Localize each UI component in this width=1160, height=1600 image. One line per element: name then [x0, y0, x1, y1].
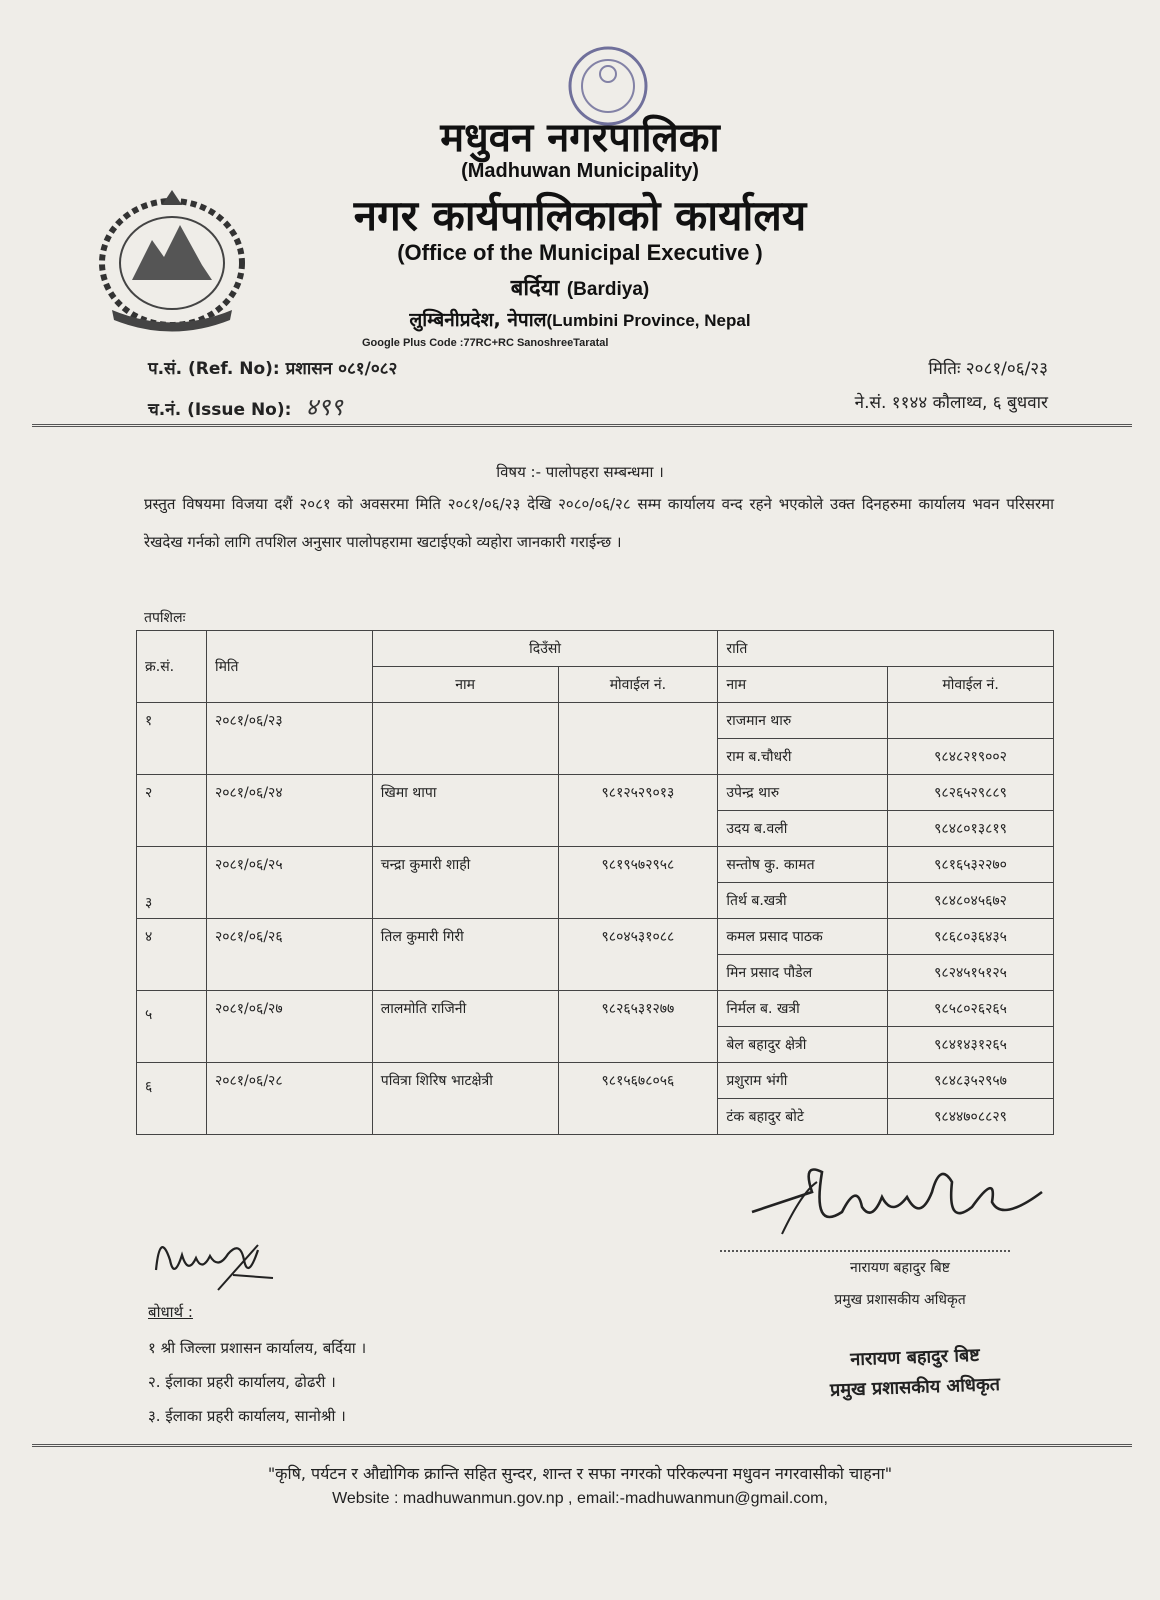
ref-label: प.सं. (Ref. No): — [148, 359, 280, 379]
province-en: (Lumbini Province, Nepal — [546, 311, 751, 330]
row-night-name: राजमान थारु — [718, 703, 888, 739]
ref-number — [148, 356, 397, 379]
cc-item: ३. ईलाका प्रहरी कार्यालय, सानोश्री । — [148, 1407, 346, 1425]
header-night: राति — [718, 631, 1054, 667]
row-night-mobile: ९८२४५१५१२५ — [888, 955, 1054, 991]
details-label: तपशिलः — [144, 610, 186, 626]
row-day-name: चन्द्रा कुमारी शाही — [372, 847, 558, 919]
footer-divider — [32, 1444, 1132, 1447]
municipality-name-en: (Madhuwan Municipality) — [461, 160, 699, 182]
row-day-name: पवित्रा शिरिष भाटक्षेत्री — [372, 1063, 558, 1135]
row-night-name: सन्तोष कु. कामत — [718, 847, 888, 883]
footer-website: Website : madhuwanmun.gov.np , email:-madhuwanmun@gmail.com, — [332, 1490, 828, 1507]
table-row — [137, 847, 1054, 883]
signatory-name: नारायण बहादुर बिष्ट — [850, 1260, 950, 1276]
municipality-name: मधुवन नगरपालिका — [440, 115, 720, 161]
row-night-mobile: ९८४८०१३८१९ — [888, 811, 1054, 847]
header-night-name: नाम — [718, 667, 888, 703]
row-date: २०८१/०६/२४ — [206, 775, 372, 847]
row-day-mobile: ९८२६५३१२७७ — [558, 991, 718, 1063]
handwritten-signature-left — [148, 1220, 288, 1300]
header-day: दिउँसो — [372, 631, 718, 667]
district-en: (Bardiya) — [566, 279, 650, 300]
row-night-name: उदय ब.वली — [718, 811, 888, 847]
table-row — [137, 775, 1054, 811]
row-day-mobile: ९८१९५७२९५८ — [558, 847, 718, 919]
issue-value: ४९९ — [305, 393, 343, 421]
row-night-mobile: ९८४१४३१२६५ — [888, 1027, 1054, 1063]
row-night-mobile: ९८४८२१९००२ — [888, 739, 1054, 775]
row-day-mobile: ९८१५६७८०५६ — [558, 1063, 718, 1135]
row-night-mobile: ९८२६५२९८८९ — [888, 775, 1054, 811]
table-row — [137, 991, 1054, 1027]
district-line — [0, 272, 1160, 302]
header-day-name: नाम — [372, 667, 558, 703]
duty-roster-table — [136, 630, 1054, 1135]
row-sn: ३ — [137, 847, 207, 919]
row-night-mobile: ९८१६५३२२७० — [888, 847, 1054, 883]
nepal-sambat-date: ने.सं. ११४४ कौलाथ्व, ६ बुधवार — [854, 393, 1048, 413]
row-day-name: तिल कुमारी गिरी — [372, 919, 558, 991]
cc-label: बोधार्थ : — [148, 1303, 193, 1321]
row-day-name: लालमोति राजिनी — [372, 991, 558, 1063]
google-plus-code: Google Plus Code :77RC+RC SanoshreeTaratal — [362, 337, 609, 349]
row-night-name: प्रशुराम भंगी — [718, 1063, 888, 1099]
row-night-name: तिर्थ ब.खत्री — [718, 883, 888, 919]
signatory-position: प्रमुख प्रशासकीय अधिकृत — [834, 1292, 966, 1308]
row-night-name: निर्मल ब. खत्री — [718, 991, 888, 1027]
province-line — [0, 306, 1160, 332]
letter-date: मितिः २०८१/०६/२३ — [928, 359, 1048, 379]
row-night-name: मिन प्रसाद पौडेल — [718, 955, 888, 991]
row-night-name: राम ब.चौधरी — [718, 739, 888, 775]
office-name-en: (Office of the Municipal Executive ) — [397, 240, 763, 265]
stamp-position: प्रमुख प्रशासकीय अधिकृत — [829, 1374, 1001, 1401]
table-row — [137, 1063, 1054, 1099]
row-sn: ६ — [137, 1063, 207, 1135]
row-day-mobile: ९८०४५३१०८८ — [558, 919, 718, 991]
handwritten-signature-right — [742, 1152, 1062, 1242]
row-sn: ५ — [137, 991, 207, 1063]
header-sn: क्र.सं. — [137, 631, 207, 703]
header-night-mobile: मोवाईल नं. — [888, 667, 1054, 703]
header-date: मिति — [206, 631, 372, 703]
table-row — [137, 703, 1054, 739]
row-night-mobile: ९८६८०३६४३५ — [888, 919, 1054, 955]
header-divider — [32, 424, 1132, 427]
issue-number — [148, 390, 343, 423]
province-np: लुम्बिनीप्रदेश, नेपाल — [409, 309, 547, 331]
row-night-mobile: ९८४८३५२९५७ — [888, 1063, 1054, 1099]
ref-value: प्रशासन ०८१/०८२ — [285, 359, 398, 379]
row-day-mobile — [558, 703, 718, 775]
row-day-name — [372, 703, 558, 775]
row-sn: २ — [137, 775, 207, 847]
row-night-name: उपेन्द्र थारु — [718, 775, 888, 811]
row-night-name: टंक बहादुर बोटे — [718, 1099, 888, 1135]
cc-item: २. ईलाका प्रहरी कार्यालय, ढोढरी । — [148, 1373, 336, 1391]
row-night-mobile: ९८४४७०८८२९ — [888, 1099, 1054, 1135]
row-date: २०८१/०६/२६ — [206, 919, 372, 991]
row-night-name: बेल बहादुर क्षेत्री — [718, 1027, 888, 1063]
row-date: २०८१/०६/२३ — [206, 703, 372, 775]
header-day-mobile: मोवाईल नं. — [558, 667, 718, 703]
district-np: बर्दिया — [510, 276, 560, 301]
row-sn: ४ — [137, 919, 207, 991]
row-night-name: कमल प्रसाद पाठक — [718, 919, 888, 955]
row-night-mobile — [888, 703, 1054, 739]
row-day-mobile: ९८१२५२९०१३ — [558, 775, 718, 847]
row-night-mobile: ९८५८०२६२६५ — [888, 991, 1054, 1027]
row-date: २०८१/०६/२८ — [206, 1063, 372, 1135]
cc-item: १ श्री जिल्ला प्रशासन कार्यालय, बर्दिया । — [148, 1339, 367, 1357]
table-row — [137, 919, 1054, 955]
row-sn: १ — [137, 703, 207, 775]
stamp-name: नारायण बहादुर बिष्ट — [849, 1344, 981, 1371]
letter-subject: विषय :- पालोपहरा सम्बन्धमा । — [496, 463, 664, 481]
letter-body: प्रस्तुत विषयमा विजया दशैं २०८१ को अवसरमा मिति २०८१/०६/२३ देखि २०८०/०६/२८ सम्म कार्यालय वन्द रहने भएकोले उक्त दिनहरुमा कार्यालय भवन परिसरमा रेखदेख गर्नको लागि तपशिल अनुसार पालोपहरामा खटाईएको व्यहोरा जानकारी गराईन्छ । — [144, 495, 1054, 551]
issue-label: च.नं. (Issue No): — [148, 400, 292, 420]
office-name: नगर कार्यपालिकाको कार्यालय — [353, 191, 807, 240]
signature-line — [720, 1250, 1010, 1252]
footer-slogan: "कृषि, पर्यटन र औद्योगिक क्रान्ति सहित सुन्दर, शान्त र सफा नगरको परिकल्पना मधुवन नगरवासीको चाहना" — [267, 1464, 893, 1483]
row-night-mobile: ९८४८०४५६७२ — [888, 883, 1054, 919]
row-day-name: खिमा थापा — [372, 775, 558, 847]
row-date: २०८१/०६/२७ — [206, 991, 372, 1063]
row-date: २०८१/०६/२५ — [206, 847, 372, 919]
